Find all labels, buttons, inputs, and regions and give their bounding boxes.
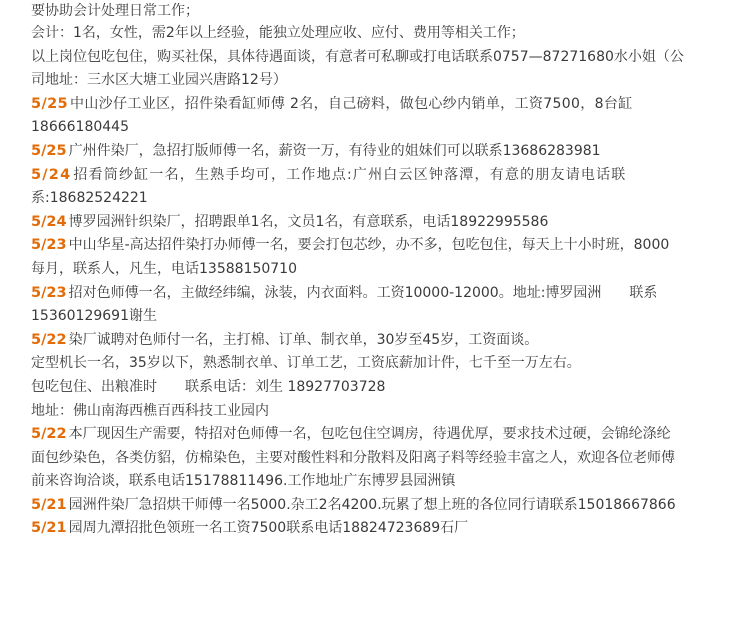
line-text: 博罗园洲针织染厂，招聘跟单1名，文员1名，有意联系，电话18922995586 <box>68 213 549 230</box>
line-text: 地址：佛山南海西樵百西科技工业园内 <box>31 402 269 419</box>
job-post-line <box>31 211 721 235</box>
line-text: 园洲件染厂急招烘干师傅一名5000.杂工2名4200.玩累了想上班的各位同行请联系15018667866 <box>68 496 676 513</box>
line-text: 定型机长一名，35岁以下，熟悉制衣单、订单工艺，工资底薪加计件，七千至一万左右。 <box>31 355 581 372</box>
line-text: 要协助会计处理日常工作； <box>31 3 199 19</box>
post-date: 5/24 <box>31 166 72 183</box>
line-text: 会计：1名，女性，需2年以上经验，能独立处理应收、应付、费用等相关工作； <box>31 25 525 41</box>
line-text: 前来咨询洽谈，联系电话15178811496.工作地址广东博罗县园洲镇 <box>31 473 456 490</box>
line-text: 18666180445 <box>31 119 129 136</box>
line-text: 每月，联系人，凡生，电话13588150710 <box>31 260 297 277</box>
post-date: 5/23 <box>31 237 67 254</box>
job-post-line <box>31 140 721 164</box>
text-line <box>31 470 721 494</box>
post-date: 5/21 <box>31 496 67 513</box>
line-text: 园周九潭招批色领班一名工资7500联系电话18824723689石厂 <box>68 520 469 537</box>
line-text: 中山华星-高达招件染打办师傅一名，要会打包芯纱，办不多，包吃包住，每天上十小时班，8000 <box>68 237 670 254</box>
post-date: 5/24 <box>31 213 67 230</box>
line-text: 系:18682524221 <box>31 190 148 207</box>
line-text: 染厂诚聘对色师付一名，主打棉、订单、制衣单，30岁至45岁，工资面谈。 <box>68 331 539 348</box>
post-date: 5/23 <box>31 284 67 301</box>
post-date: 5/22 <box>31 426 67 443</box>
post-date: 5/21 <box>31 520 67 537</box>
line-text: 本厂现因生产需要，特招对色师傅一名，包吃包住空调房，待遇优厚，要求技术过硬，会锦纶涤纶 <box>68 426 671 443</box>
text-line <box>31 187 721 211</box>
post-date: 5/22 <box>31 331 67 348</box>
line-text: 招对色师傅一名，主做经纬编，泳装，内衣面料。工资10000-12000。地址:博罗园洲 联系 <box>68 284 658 301</box>
text-line <box>31 69 721 93</box>
text-line <box>31 0 721 22</box>
job-post-line <box>31 164 721 188</box>
job-post-line <box>31 423 721 447</box>
job-postings-document <box>31 0 721 541</box>
text-line <box>31 46 721 70</box>
job-post-line <box>31 517 721 541</box>
post-date: 5/25 <box>31 142 67 159</box>
post-date: 5/25 <box>31 95 68 112</box>
line-text: 中山沙仔工业区，招件染看缸师傅 2名，自己磅料，做包心纱内销单，工资7500，8台缸 <box>69 95 633 112</box>
text-line <box>31 22 721 46</box>
text-line <box>31 116 721 140</box>
line-text: 面包纱染色，各类仿貂，仿棉染色，主要对酸性料和分散料及阳离子料等经验丰富之人，欢迎各位老师傅 <box>31 449 675 466</box>
line-text: 以上岗位包吃包住，购买社保，具体待遇面谈，有意者可私聊或打电话联系0757—87271680水小姐（公 <box>31 48 684 65</box>
job-post-line <box>31 93 721 117</box>
text-line <box>31 258 721 282</box>
text-line <box>31 400 721 424</box>
job-post-line <box>31 282 721 306</box>
line-text: 广州件染厂，急招打版师傅一名，薪资一万，有待业的姐妹们可以联系13686283981 <box>68 142 601 159</box>
job-post-line <box>31 329 721 353</box>
line-text: 招看筒纱缸一名，生熟手均可，工作地点:广州白云区钟落潭，有意的朋友请电话联 <box>73 166 627 183</box>
text-line <box>31 376 721 400</box>
line-text: 15360129691谢生 <box>31 308 157 325</box>
text-line <box>31 305 721 329</box>
job-post-line <box>31 234 721 258</box>
text-line <box>31 352 721 376</box>
text-line <box>31 447 721 471</box>
line-text: 司地址：三水区大塘工业园兴唐路12号） <box>31 72 287 89</box>
job-post-line <box>31 494 721 518</box>
line-text: 包吃包住、出粮准时 联系电话：刘生 18927703728 <box>31 378 386 395</box>
